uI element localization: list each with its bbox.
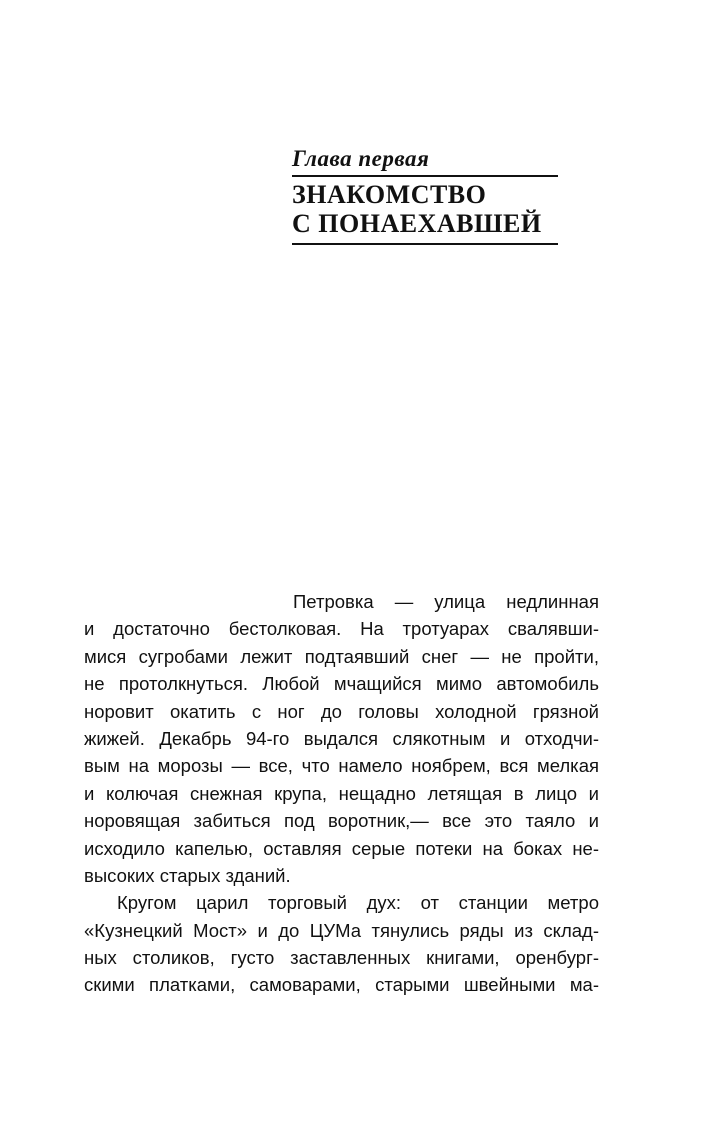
text-line: ных столиков, густо заставленных книгами, оренбург- xyxy=(84,947,599,969)
heading-rule-bottom xyxy=(292,243,558,245)
text-line: мися сугробами лежит подтаявший снег — не пройти, xyxy=(84,645,599,667)
chapter-title xyxy=(292,181,558,238)
text-line: высоких старых зданий. xyxy=(84,864,291,886)
text-line: жижей. Декабрь 94-го выдался слякотным и отходчи- xyxy=(84,727,599,749)
text-line: и достаточно бестолковая. На тротуарах свалявши- xyxy=(84,618,599,640)
text-line: норовящая забиться под воротник,— все это таяло и xyxy=(84,810,599,832)
text-line: скими платками, самоварами, старыми швейными ма- xyxy=(84,974,599,996)
text-line: исходило капелью, оставляя серые потеки на боках не- xyxy=(84,837,599,859)
text-line: вым на морозы — все, что намело ноябрем, вся мелкая xyxy=(84,755,599,777)
text-line: Кругом царил торговый дух: от станции метро xyxy=(117,892,599,914)
text-line: не протолкнуться. Любой мчащийся мимо автомобиль xyxy=(84,673,599,695)
chapter-title-line1: ЗНАКОМСТВО xyxy=(292,180,487,209)
chapter-number-label: Глава первая xyxy=(292,146,430,171)
heading-rule-top xyxy=(292,175,558,177)
text-line: Петровка — улица недлинная xyxy=(293,591,599,612)
body-text xyxy=(84,588,599,999)
chapter-heading xyxy=(292,146,558,245)
text-line: и колючая снежная крупа, нещадно летящая в лицо и xyxy=(84,782,599,804)
chapter-title-line2: С ПОНАЕХАВШЕЙ xyxy=(292,208,542,238)
text-line: «Кузнецкий Мост» и до ЦУМа тянулись ряды из склад- xyxy=(84,919,599,941)
text-line: норовит окатить с ног до головы холодной грязной xyxy=(84,700,599,722)
